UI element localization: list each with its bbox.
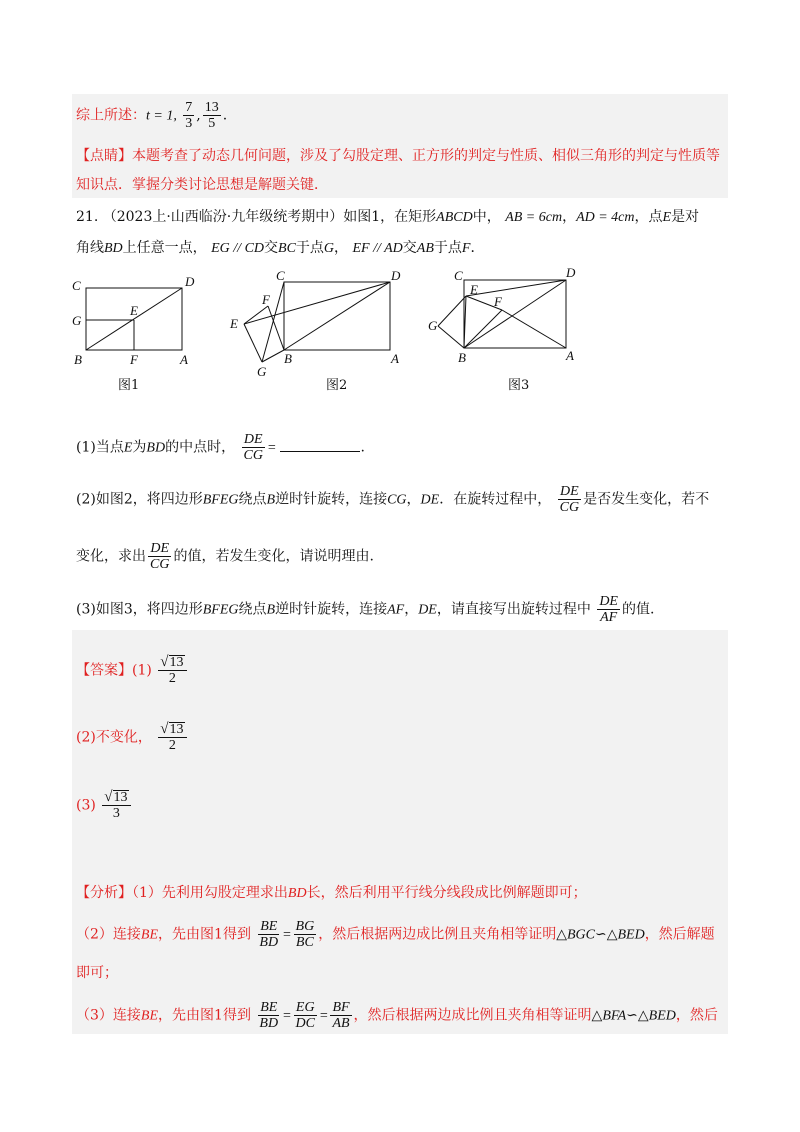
answer-1-fraction: √ 13 2 bbox=[158, 655, 186, 686]
fraction-7-3: $\frac{7}{3}$ bbox=[185, 100, 193, 131]
fig2-label-A: A bbox=[391, 351, 399, 366]
fig3-label-D: D bbox=[566, 266, 576, 280]
answer-3: (3) √ 13 3 bbox=[76, 790, 133, 821]
problem-line-1: 21. （2023上·山西临汾·九年级统考期中）如图1，在矩形ABCD中， AB = 6cm，AD = 4cm，点E是对 bbox=[76, 209, 700, 225]
fraction-de-cg-2: $\frac{DE}{CG}$ bbox=[559, 484, 580, 515]
figure-1 bbox=[60, 268, 210, 368]
fraction-de-af: $\frac{DE}{AF}$ bbox=[599, 594, 618, 625]
figure-2 bbox=[226, 266, 406, 381]
fig1-label-G: G bbox=[72, 313, 82, 328]
fig2-label-F: F bbox=[262, 292, 270, 307]
fig3-caption: 图3 bbox=[508, 378, 530, 393]
fig2-label-C: C bbox=[276, 268, 285, 283]
question-3: (3)如图3，将四边形BFEG绕点B逆时针旋转，连接AF，DE，请直接写出旋转过程中 $\frac{DE}{AF}$ 的值. bbox=[76, 594, 655, 625]
analysis-line-3: （3）连接BE，先由图1得到 $\frac{BE}{BD}$ = $\frac{EG}{DC}$ = $\frac{BF}{AB}$ ，然后根据两边成比例且夹角相等证明△BFA∽△BED，然后 bbox=[76, 1000, 718, 1031]
question-1: (1)当点E为BD的中点时， $\frac{DE}{CG}$ = . bbox=[76, 432, 365, 463]
fig3-label-F: F bbox=[494, 294, 502, 309]
fig1-label-F: F bbox=[130, 352, 138, 367]
fig2-label-G: G bbox=[257, 364, 267, 379]
fraction-de-cg-3: $\frac{DE}{CG}$ bbox=[150, 541, 170, 572]
answer-1: 【答案】(1) √ 13 2 bbox=[76, 655, 189, 686]
fig1-caption: 图1 bbox=[118, 378, 140, 393]
fig3-label-B: B bbox=[458, 350, 466, 365]
fig2-label-D: D bbox=[391, 268, 401, 283]
fig3-label-C: C bbox=[454, 268, 463, 283]
answer-block bbox=[72, 630, 728, 1034]
fraction-de-cg: $\frac{DE}{CG}$ bbox=[243, 432, 263, 463]
fig1-label-D: D bbox=[185, 274, 195, 289]
question-2-line-1: (2)如图2，将四边形BFEG绕点B逆时针旋转，连接CG，DE．在旋转过程中， $\frac{DE}{CG}$ 是否发生变化，若不 bbox=[76, 484, 710, 515]
problem-line-2: 角线BD上任意一点， EG // CD交BC于点G， EF // AD交AB于点F． bbox=[76, 240, 485, 256]
fig3-label-E: E bbox=[470, 282, 478, 297]
fig2-label-B: B bbox=[284, 351, 292, 366]
answer-2: (2)不变化， √ 13 2 bbox=[76, 722, 189, 753]
fig1-label-A: A bbox=[180, 352, 188, 367]
analysis-line-2b: 即可； bbox=[76, 965, 118, 981]
fig2-caption: 图2 bbox=[326, 378, 348, 393]
figure-3 bbox=[424, 266, 594, 366]
fig1-label-B: B bbox=[74, 352, 82, 367]
fig3-label-G: G bbox=[428, 318, 438, 333]
question-2-line-2: 变化，求出 $\frac{DE}{CG}$ 的值，若发生变化，请说明理由. bbox=[76, 541, 374, 572]
analysis-line-2: （2）连接BE，先由图1得到 $\frac{BE}{BD}$ = $\frac{BG}{BC}$ ，然后根据两边成比例且夹角相等证明△BGC∽△BED，然后解题 bbox=[76, 919, 715, 950]
fig2-label-E: E bbox=[230, 316, 238, 331]
summary-line: 综上所述：t = 1, $\frac{7}{3}$ , $\frac{13}{5}$ . bbox=[76, 100, 228, 131]
comment-line-2: 知识点．掌握分类讨论思想是解题关键． bbox=[76, 177, 328, 193]
comment-line-1: 【点睛】本题考查了动态几何问题，涉及了勾股定理、正方形的判定与性质、相似三角形的判定与性质等 bbox=[76, 148, 720, 164]
fig1-label-C: C bbox=[72, 278, 81, 293]
answer-2-fraction: √ 13 2 bbox=[158, 722, 186, 753]
fig3-label-A: A bbox=[566, 348, 574, 363]
fraction-13-5: $\frac{13}{5}$ bbox=[204, 100, 219, 131]
answer-3-fraction: √ 13 3 bbox=[102, 790, 130, 821]
fig1-label-E: E bbox=[130, 303, 138, 318]
answer-blank[interactable] bbox=[280, 451, 360, 452]
analysis-line-1: 【分析】（1）先利用勾股定理求出BD长，然后利用平行线分线段成比例解题即可； bbox=[76, 885, 587, 901]
